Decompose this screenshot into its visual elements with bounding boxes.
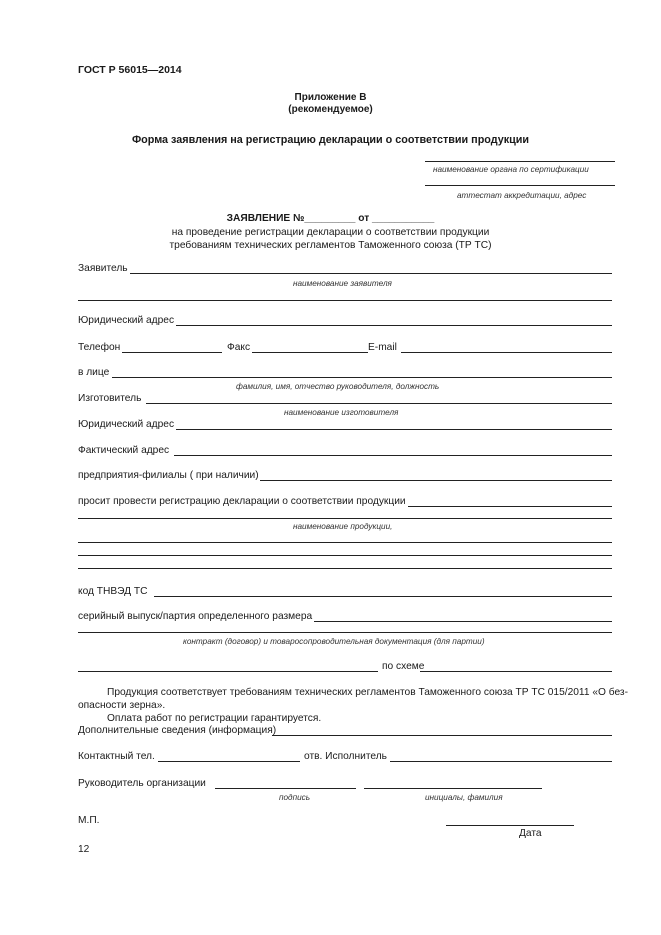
statement-line-2: требованиям технических регламентов Таможенного союза (ТР ТС) (169, 240, 492, 251)
appendix-label: Приложение В (294, 92, 367, 103)
scheme-label: по схеме (382, 661, 425, 672)
signature-field[interactable] (215, 788, 356, 789)
accreditation-caption: аттестат аккредитации, адрес (457, 191, 587, 200)
represented-label: в лице (78, 367, 110, 378)
request-field[interactable] (408, 506, 612, 507)
tnved-row (78, 585, 612, 599)
date-field[interactable] (446, 825, 574, 826)
scheme-row (78, 660, 612, 674)
branches-field[interactable] (260, 480, 612, 481)
legal-address-label: Юридический адрес (78, 315, 175, 326)
batch-label: серийный выпуск/партия определенного размера (78, 611, 313, 622)
contact-phone-field[interactable] (158, 761, 300, 762)
legal-address-2-label: Юридический адрес (78, 419, 175, 430)
applicant-field[interactable] (130, 273, 612, 274)
represented-row (78, 366, 612, 380)
initials-caption: инициалы, фамилия (425, 793, 503, 802)
contact-row (78, 750, 612, 764)
additional-info-field[interactable] (272, 735, 612, 736)
appendix-status: (рекомендуемое) (288, 104, 373, 115)
form-title: Форма заявления на регистрацию декларации о соответствии продукции (131, 134, 530, 146)
head-row (78, 777, 612, 791)
request-row (78, 495, 612, 509)
fax-field[interactable] (252, 352, 368, 353)
certification-body-line[interactable] (425, 161, 615, 162)
manufacturer-field[interactable] (146, 403, 612, 404)
tnved-label: код ТНВЭД ТС (78, 586, 148, 597)
initials-field[interactable] (364, 788, 542, 789)
applicant-caption: наименование заявителя (293, 279, 392, 288)
accreditation-line[interactable] (425, 185, 615, 186)
statement-title: ЗАЯВЛЕНИЕ №_________ от ___________ (226, 213, 435, 224)
contacts-row (78, 341, 612, 355)
actual-address-field[interactable] (174, 455, 612, 456)
scheme-prefix-field[interactable] (78, 671, 378, 672)
request-label: просит провести регистрацию декларации о соответствии продукции (78, 496, 406, 507)
standard-code: ГОСТ Р 56015—2014 (78, 64, 182, 76)
applicant-field-2[interactable] (78, 300, 612, 301)
product-field-2[interactable] (78, 542, 612, 543)
conformity-text-1: Продукция соответствует требованиям технических регламентов Таможенного союза ТР ТС 015/2011 «О без- (107, 687, 628, 698)
page-number: 12 (78, 844, 90, 855)
product-field-3[interactable] (78, 555, 612, 556)
contract-field[interactable] (78, 632, 612, 633)
fax-label: Факс (227, 342, 251, 353)
conformity-text-2: опасности зерна». (78, 700, 166, 711)
head-label: Руководитель организации (78, 778, 206, 789)
legal-address-2-row (78, 418, 612, 432)
additional-info-row (78, 724, 612, 738)
batch-field[interactable] (314, 621, 612, 622)
stamp-label: М.П. (78, 815, 100, 826)
signature-caption: подпись (279, 793, 311, 802)
branches-row (78, 469, 612, 483)
contact-phone-label: Контактный тел. (78, 751, 155, 762)
product-caption: наименование продукции, (293, 522, 393, 531)
legal-address-2-field[interactable] (176, 429, 612, 430)
contract-caption: контракт (договор) и товаросопроводительная документация (для партии) (183, 637, 485, 646)
phone-field[interactable] (122, 352, 222, 353)
executor-label: отв. Исполнитель (304, 751, 387, 762)
manufacturer-row (78, 392, 612, 406)
email-label: E-mail (368, 342, 397, 353)
email-field[interactable] (401, 352, 612, 353)
represented-field[interactable] (112, 377, 612, 378)
payment-text: Оплата работ по регистрации гарантируется. (107, 713, 322, 724)
additional-info-label: Дополнительные сведения (информация) (78, 725, 277, 736)
actual-address-label: Фактический адрес (78, 445, 170, 456)
legal-address-field[interactable] (176, 325, 612, 326)
product-field-4[interactable] (78, 568, 612, 569)
legal-address-row (78, 314, 612, 328)
product-field-1[interactable] (78, 518, 612, 519)
statement-line-1: на проведение регистрации декларации о соответствии продукции (171, 227, 490, 238)
represented-caption: фамилия, имя, отчество руководителя, должность (236, 382, 440, 391)
scheme-field[interactable] (420, 671, 612, 672)
certification-body-caption: наименование органа по сертификации (433, 165, 589, 174)
tnved-field[interactable] (154, 596, 612, 597)
actual-address-row (78, 444, 612, 458)
executor-field[interactable] (390, 761, 612, 762)
phone-label: Телефон (78, 342, 121, 353)
batch-row (78, 610, 612, 624)
branches-label: предприятия-филиалы ( при наличии) (78, 470, 259, 481)
applicant-row (78, 262, 612, 276)
applicant-label: Заявитель (78, 263, 128, 274)
manufacturer-label: Изготовитель (78, 393, 142, 404)
date-label: Дата (519, 828, 542, 839)
manufacturer-caption: наименование изготовителя (284, 408, 399, 417)
